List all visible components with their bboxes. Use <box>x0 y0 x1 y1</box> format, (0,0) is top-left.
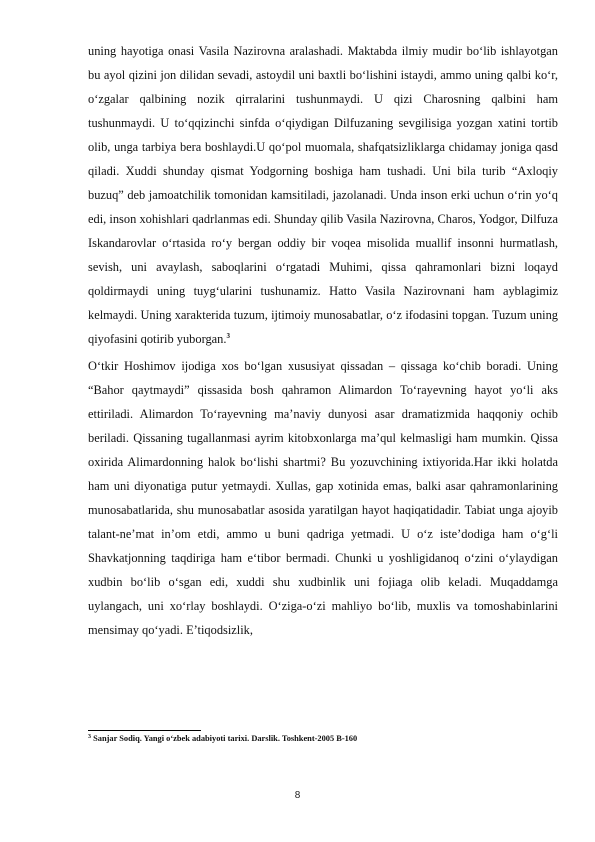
footnote-number: 3 <box>88 734 91 740</box>
body-text <box>88 39 558 642</box>
paragraph-2-text: O‘tkir Hoshimov ijodiga xos bo‘lgan xususiyat qissadan – qissaga ko‘chib boradi. Uning “Bahor qaytmaydi” qissasida bosh qahramon Alimardon To‘rayevning hayot yo‘li aks ettiriladi. Alimardon To‘rayevning ma’naviy dunyosi asar dramatizmida haqqoniy ochib beriladi. Qissaning tugallanmasi ayrim kitobxonlarga ma’qul kelmasligi ham mumkin. Qissa oxirida Alimardonning halok bo‘lishi shartmi? Bu yozuvchining ixtiyorida.Har ikki holatda ham uni diyonatiga putur yetmaydi. Xullas, gap xotinida emas, balki asar qahramonlarining munosabatlarida, shu munosabatlar asosida yaratilgan hayot haqiqatidadir. Tabiat unga ajoyib talant-ne’mat in’om etdi, ammo u buni qadriga yetmadi. U o‘z iste’dodiga ham o‘g‘li Shavkatjonning taqdiriga ham e‘tibor bermadi. Chunki u yoshligidanoq o‘zini o‘ylaydigan xudbin bo‘lib o‘sgan edi, xuddi shu xudbinlik uni fojiaga olib keladi. Muqaddamga uylangach, uni xo‘rlay boshlaydi. O‘ziga-o‘zi mahliyo bo‘lib, muxlis va tomoshabinlarini mensimay qo‘yadi. E’tiqodsizlik, <box>88 359 558 637</box>
page-number: 8 <box>294 790 301 801</box>
footnote-divider <box>88 730 201 731</box>
paragraph-1-text: uning hayotiga onasi Vasila Nazirovna aralashadi. Maktabda ilmiy mudir bo‘lib ishlayotgan bu ayol qizini jon dilidan sevadi, astoydil uni baxtli bo‘lishini istaydi, ammo uning qalbi ko‘r, o‘zgalar qalbining nozik qirralarini tushunmaydi. U qizi Charosning qalbini ham tushunmaydi. U to‘qqizinchi sinfda o‘qiydigan Dilfuzaning sevgilisiga yozgan xatini tortib olib, unga tarbiya bera boshlaydi.U qo‘pol muomala, shafqatsizliklarga chidamay joniga qasd qiladi. Xuddi shunday qismat Yodgorning boshiga ham tushadi. Uni bila turib “Axloqiy buzuq” deb jamoatchilik tomonidan kamsitiladi, jazolanadi. Unda inson erki uchun o‘rin yo‘q edi, inson xohishlari qadrlanmas edi. Shunday qilib Vasila Nazirovna, Charos, Yodgor, Dilfuza Iskandarovlar o‘rtasida ro‘y bergan oddiy bir voqea misolida muallif insonni hurmatlash, sevish, uni avaylash, saboqlarini o‘rgatadi Muhimi, qissa qahramonlari bizni loqayd qoldirmaydi uning tuyg‘ularini tushunamiz. Hatto Vasila Nazirovnani ham ayblagimiz kelmaydi. Uning xarakterida tuzum, ijtimoiy munosabatlar, o‘z ifodasini topgan. Tuzum uning qiyofasini qotirib yuborgan. <box>88 44 558 346</box>
paragraph-1 <box>88 39 558 351</box>
footnote-reference[interactable]: 3 <box>226 332 230 340</box>
footnote-text: Sanjar Sodiq. Yangi o‘zbek adabiyoti tarixi. Darslik. Toshkent-2005 B-160 <box>93 734 358 743</box>
footnote <box>88 733 558 745</box>
paragraph-2 <box>88 354 558 642</box>
